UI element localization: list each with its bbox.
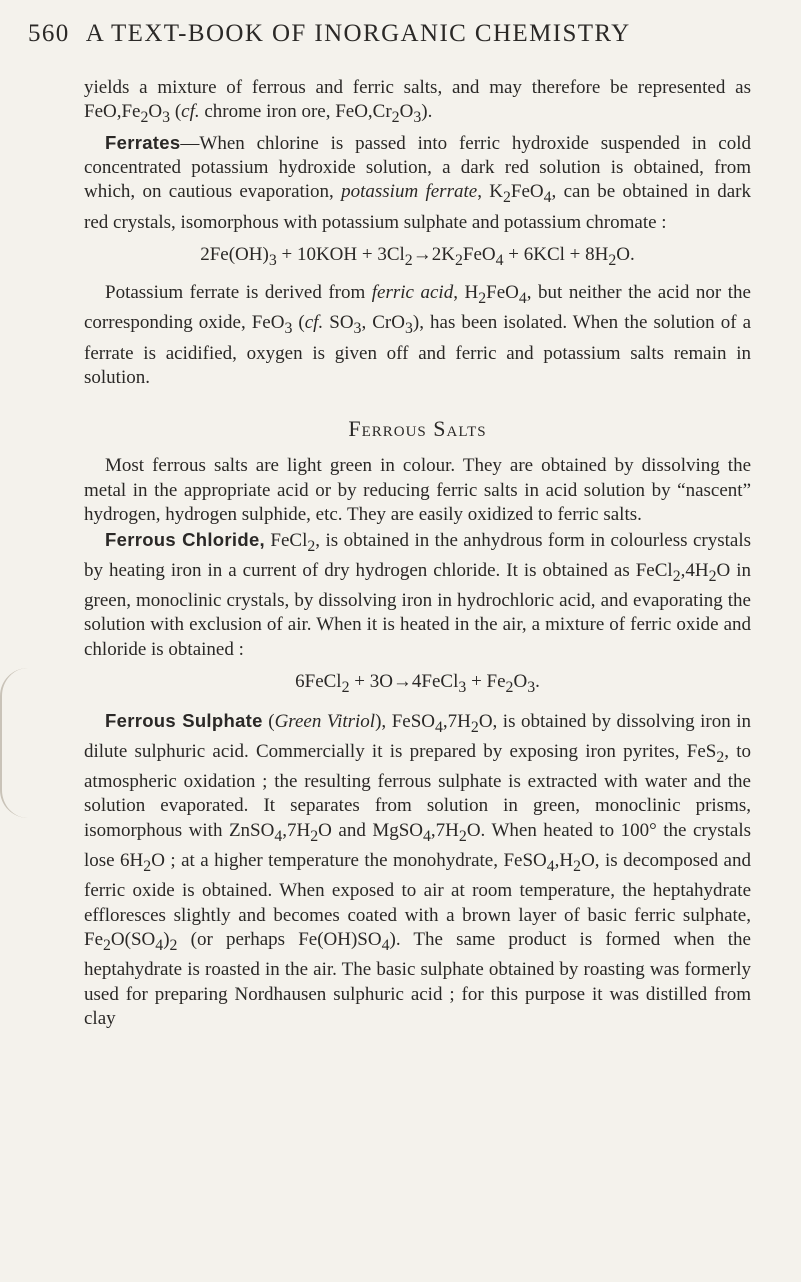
paragraph-ferrous-sulphate: Ferrous Sulphate (Green Vitriol), $FeSO_4,7H_2O$, is obtained by dissolving iron in dilute sulphuric acid. Commercially it is prepared by exposing iron pyrites, FeS$_2$, to atmospheric oxidation ; the resulting ferrous sulphate is extracted with water and the solution evaporated. It separates from solution in green, monoclinic prisms, isomorphous with $ZnSO_4,7H_2O$ and $MgSO_4,7H_2O$. When heated to 100° the crystals lose $6H_2O$ ; at a higher temperature the monohydrate, $FeSO_4,H_2O$, is decomposed and ferric oxide is obtained. When exposed to air at room temperature, the heptahydrate effloresces slightly and becomes coated with a brown layer of basic ferric sulphate, $Fe_2O(SO_4)_2$ (or perhaps $Fe(OH)SO_4$). The same product is formed when the heptahydrate is roasted in the air. The basic sulphate obtained by roasting was formerly used for preparing Nordhausen sulphuric acid ; for this purpose it was distilled from clay: [84, 709, 752, 1029]
section-heading: Ferrous Salts: [348, 416, 487, 442]
paragraph-ferrous-chloride: Ferrous Chloride, FeCl$_2$, is obtained in the anhydrous form in colourless crystals by heating iron in a current of dry hydrogen chloride. It is obtained as $FeCl_2,4H_2O$ in green, monoclinic crystals, by dissolving iron in hydrochloric acid, and evaporating the solution with exclusion of air. When it is heated in the air, a mixture of ferric oxide and chloride is obtained :: [84, 528, 751, 660]
margin-mark: [0, 668, 28, 818]
equation-ferrate: $2Fe(OH)_3 + 10KOH + 3Cl_2\to 2K_2FeO_4 + 6KCl + 8H_2O$.: [200, 244, 635, 269]
paragraph-intro: yields a mixture of ferrous and ferric salts, and may therefore be represented as $FeO,Fe_2O_3$ (cf. chrome iron ore, $FeO,Cr_2O_3$).: [84, 77, 751, 127]
paragraph-ferrates: Ferrates—When chlorine is passed into ferric hydroxide suspended in cold concentrated potassium hydroxide solution, a dark red solution is obtained, from which, on cautious evaporation, potassium ferrate, $K_2FeO_4$, can be obtained in dark red crystals, isomorphous with potassium sulphate and potassium chromate :: [84, 131, 751, 233]
running-head: [28, 20, 773, 48]
paragraph-ferric-acid: Potassium ferrate is derived from ferric acid, $H_2FeO_4$, but neither the acid nor the corresponding oxide, FeO$_3$ (cf. $SO_3$, CrO$_3$), has been isolated. When the solution of a ferrate is acidified, oxygen is given off and ferric and potassium salts remain in solution.: [84, 282, 752, 389]
page-body: [84, 76, 751, 1031]
equation-chloride: 6FeCl$_2$ + 3O→4FeCl$_3$ + $Fe_2O_3$.: [295, 671, 540, 697]
paragraph-ferrous-intro: Most ferrous salts are light green in colour. They are obtained by dissolving the metal in the appropriate acid or by reducing ferric salts in acid solution by “nascent” hydrogen, hydrogen sulphide, etc. They are easily oxidized to ferric salts.: [84, 455, 751, 526]
chloride-heading: Ferrous Chloride,: [105, 528, 265, 550]
book-title: A TEXT-BOOK OF INORGANIC CHEMISTRY: [85, 20, 631, 47]
page-number: 560: [28, 20, 70, 47]
sulphate-heading: Ferrous Sulphate: [105, 709, 263, 731]
ferrates-heading: Ferrates: [105, 131, 181, 153]
